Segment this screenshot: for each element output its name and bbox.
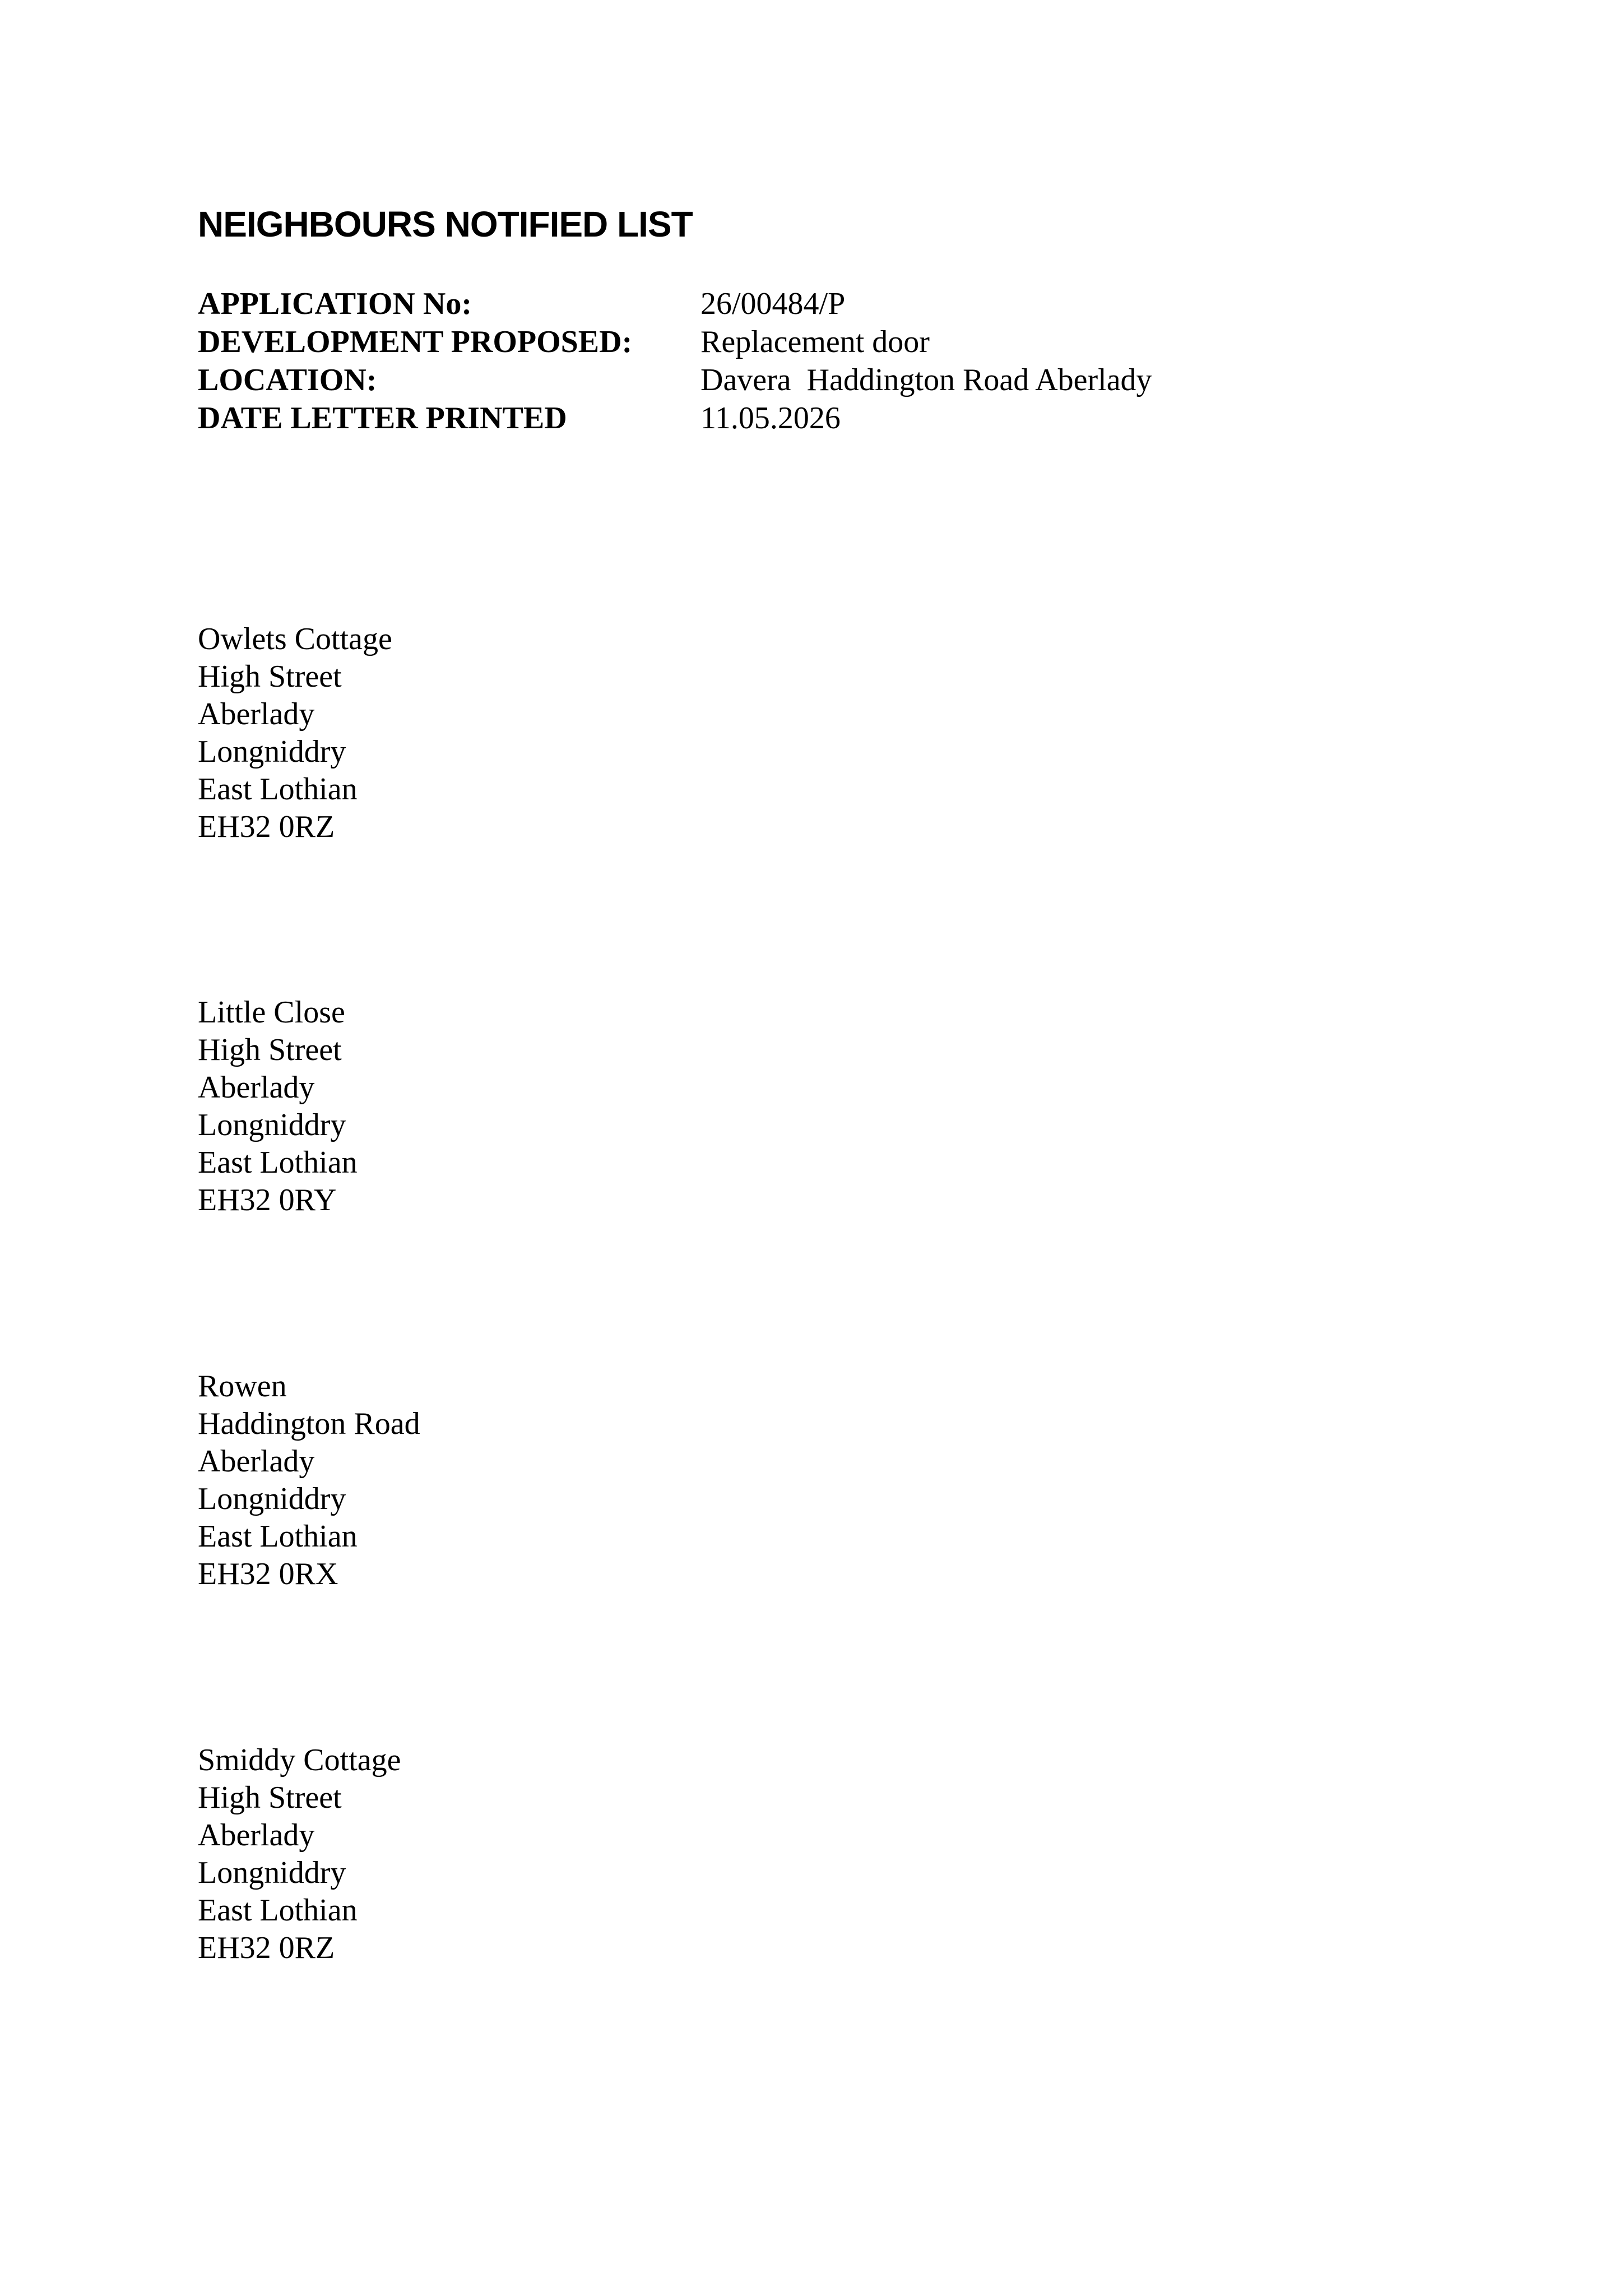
address-line: East Lothian xyxy=(198,772,358,807)
address-postcode: EH32 0RY xyxy=(198,1183,337,1218)
address-line: Owlets Cottage xyxy=(198,622,392,656)
address-postcode: EH32 0RX xyxy=(198,1557,338,1591)
address-line: Longniddry xyxy=(198,1108,346,1142)
address-line: East Lothian xyxy=(198,1893,358,1928)
development-proposed-value: Replacement door xyxy=(700,325,930,359)
address-line: Aberlady xyxy=(198,1444,315,1479)
development-proposed-label: DEVELOPMENT PROPOSED: xyxy=(198,325,633,359)
address-line: Little Close xyxy=(198,995,345,1030)
address-postcode: EH32 0RZ xyxy=(198,1931,335,1965)
application-number-label: APPLICATION No: xyxy=(198,286,472,321)
address-line: High Street xyxy=(198,1033,342,1067)
neighbour-address-block xyxy=(198,994,358,1219)
address-line: High Street xyxy=(198,1780,342,1815)
address-line: Aberlady xyxy=(198,1818,315,1853)
address-line: Rowen xyxy=(198,1369,287,1404)
address-line: Haddington Road xyxy=(198,1406,420,1441)
location-value: Davera Haddington Road Aberlady xyxy=(700,363,1152,397)
address-line: East Lothian xyxy=(198,1145,358,1180)
date-letter-printed-row xyxy=(198,399,1152,437)
address-line: Smiddy Cottage xyxy=(198,1743,401,1777)
date-letter-printed-label: DATE LETTER PRINTED xyxy=(198,401,567,436)
address-line: High Street xyxy=(198,659,342,694)
address-line: Longniddry xyxy=(198,1482,346,1516)
address-line: Aberlady xyxy=(198,1070,315,1105)
address-line: East Lothian xyxy=(198,1519,358,1554)
location-label: LOCATION: xyxy=(198,363,377,397)
neighbour-address-block xyxy=(198,1742,401,1967)
page-title: NEIGHBOURS NOTIFIED LIST xyxy=(198,204,693,244)
neighbour-address-block xyxy=(198,621,392,846)
application-details xyxy=(198,285,1152,437)
neighbour-address-block xyxy=(198,1368,420,1593)
application-number-row xyxy=(198,285,1152,323)
address-line: Aberlady xyxy=(198,697,315,732)
development-proposed-row xyxy=(198,323,1152,361)
address-line: Longniddry xyxy=(198,734,346,769)
date-letter-printed-value: 11.05.2026 xyxy=(700,401,841,436)
address-line: Longniddry xyxy=(198,1855,346,1890)
application-number-value: 26/00484/P xyxy=(700,286,846,321)
location-row xyxy=(198,361,1152,399)
address-postcode: EH32 0RZ xyxy=(198,809,335,844)
